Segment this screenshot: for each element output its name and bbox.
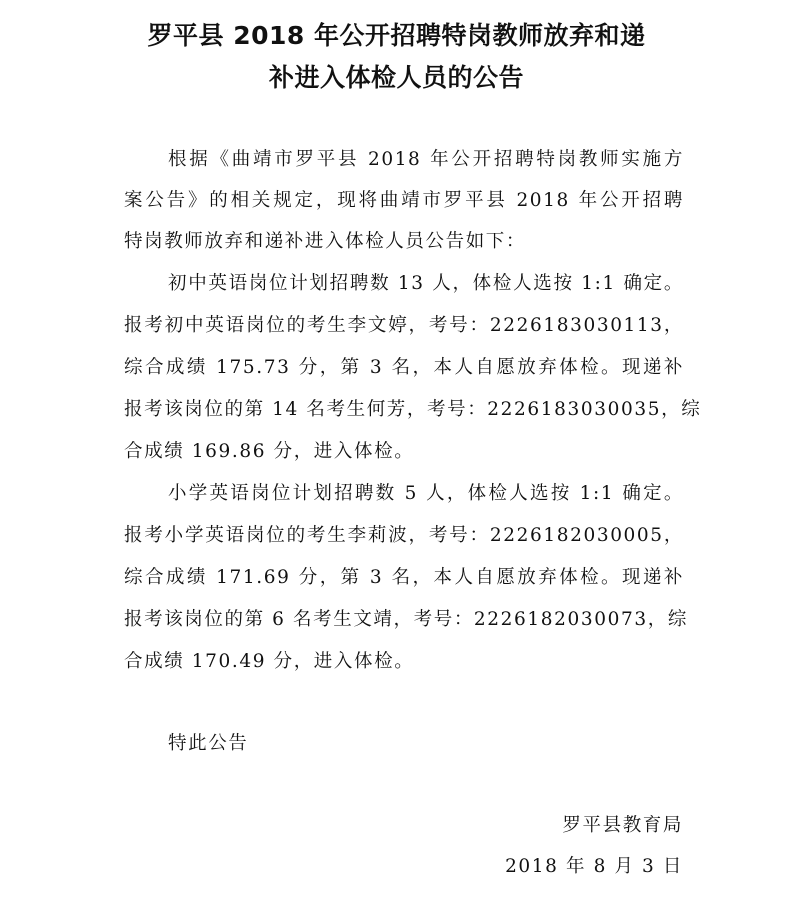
junior-english-line-3: 综合成绩 175.73 分，第 3 名，本人自愿放弃体检。现递补 [124, 357, 684, 378]
junior-english-line-4: 报考该岗位的第 14 名考生何芳，考号：2226183030035，综 [124, 399, 702, 420]
closing-text: 特此公告 [168, 733, 249, 754]
primary-english-line-4: 报考该岗位的第 6 名考生文靖，考号：2226182030073，综 [124, 609, 688, 630]
intro-line-1: 根据《曲靖市罗平县 2018 年公开招聘特岗教师实施方 [168, 149, 684, 170]
intro-line-3: 特岗教师放弃和递补进入体检人员公告如下： [124, 231, 527, 252]
primary-english-line-5: 合成绩 170.49 分，进入体检。 [124, 651, 415, 672]
primary-english-line-2: 报考小学英语岗位的考生李莉波，考号：2226182030005， [124, 525, 684, 546]
primary-english-line-3: 综合成绩 171.69 分，第 3 名，本人自愿放弃体检。现递补 [124, 567, 684, 588]
announcement-title-line-1: 罗平县 2018 年公开招聘特岗教师放弃和递 [147, 21, 646, 50]
junior-english-line-2: 报考初中英语岗位的考生李文婷，考号：2226183030113， [124, 315, 684, 336]
junior-english-line-1: 初中英语岗位计划招聘数 13 人，体检人选按 1:1 确定。 [168, 273, 684, 294]
intro-line-2: 案公告》的相关规定，现将曲靖市罗平县 2018 年公开招聘 [124, 190, 684, 211]
signature-organization: 罗平县教育局 [562, 815, 683, 836]
junior-english-line-5: 合成绩 169.86 分，进入体检。 [124, 441, 415, 462]
primary-english-line-1: 小学英语岗位计划招聘数 5 人，体检人选按 1:1 确定。 [168, 483, 684, 504]
announcement-title-line-2: 补进入体检人员的公告 [268, 63, 524, 92]
signature-date: 2018 年 8 月 3 日 [505, 856, 683, 877]
